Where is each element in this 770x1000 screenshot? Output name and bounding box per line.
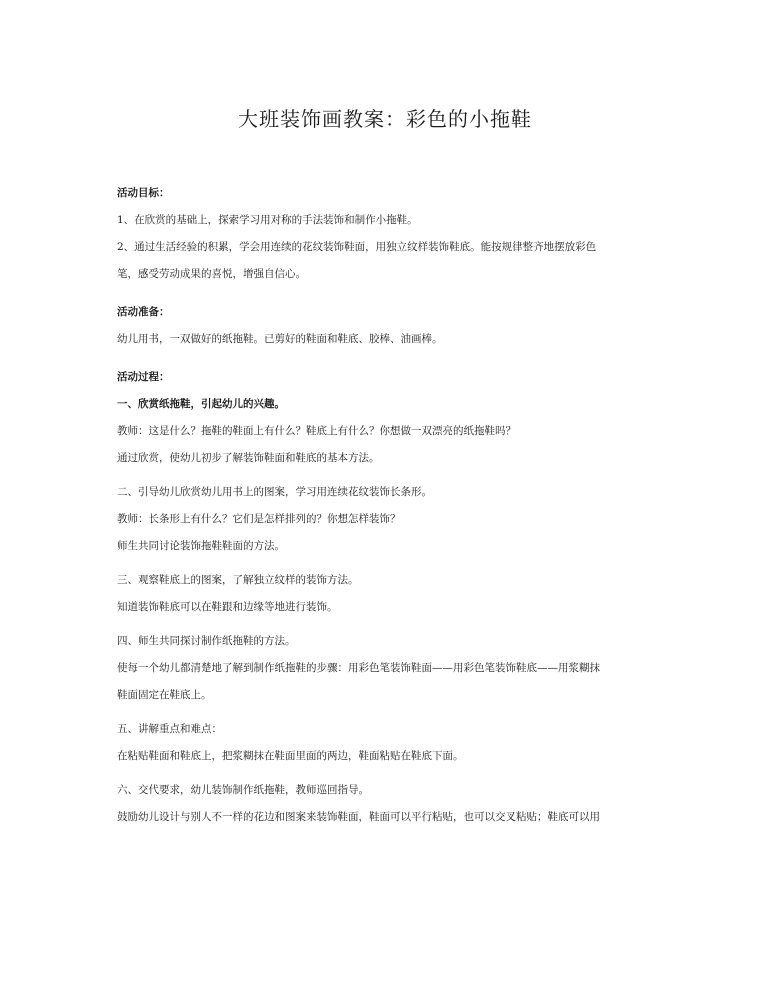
goals-item-2-line-1: 2、通过生活经验的积累，学会用连续的花纹装饰鞋面，用独立纹样装饰鞋底。能按规律整齐地摆放彩色	[117, 241, 597, 253]
spacer	[117, 621, 662, 628]
step-4-line-2: 鞋面固定在鞋底上。	[117, 689, 212, 701]
step-3-line-1: 知道装饰鞋底可以在鞋跟和边缘等地进行装饰。	[117, 601, 338, 613]
prep-heading: 活动准备：	[117, 306, 170, 318]
step-6-title: 六、交代要求，幼儿装饰制作纸拖鞋，教师巡回指导。	[117, 784, 369, 796]
spacer	[117, 472, 662, 479]
spacer	[117, 353, 662, 364]
goals-item-2-line-2: 笔，感受劳动成果的喜悦，增强自信心。	[117, 268, 306, 280]
spacer	[117, 709, 662, 716]
step-2-title: 二、引导幼儿欣赏幼儿用书上的图案，学习用连续花纹装饰长条形。	[117, 486, 432, 498]
document-body	[117, 180, 662, 831]
step-1-title: 一、欣赏纸拖鞋，引起幼儿的兴趣。	[117, 398, 285, 410]
spacer	[117, 560, 662, 567]
step-4-line-1: 使每一个幼儿都清楚地了解到制作纸拖鞋的步骤：用彩色笔装饰鞋面——用彩色笔装饰鞋底——用浆糊抹	[117, 662, 600, 674]
step-2-line-2: 师生共同讨论装饰拖鞋鞋面的方法。	[117, 540, 285, 552]
goals-item-1: 1、在欣赏的基础上，探索学习用对称的手法装饰和制作小拖鞋。	[117, 214, 418, 226]
step-4-title: 四、师生共同探讨制作纸拖鞋的方法。	[117, 635, 296, 647]
step-6-line-1: 鼓励幼儿设计与别人不一样的花边和图案来装饰鞋面，鞋面可以平行粘贴，也可以交叉粘贴；鞋底可以用	[117, 811, 600, 823]
step-1-line-2: 通过欣赏，使幼儿初步了解装饰鞋面和鞋底的基本方法。	[117, 452, 380, 464]
spacer	[117, 288, 662, 299]
step-2-line-1: 教师：长条形上有什么？它们是怎样排列的？你想怎样装饰？	[117, 513, 401, 525]
goals-heading: 活动目标：	[117, 187, 170, 199]
step-5-line-1: 在粘贴鞋面和鞋底上，把浆糊抹在鞋面里面的两边，鞋面粘贴在鞋底下面。	[117, 750, 464, 762]
page-title: 大班装饰画教案：彩色的小拖鞋	[238, 107, 532, 132]
step-1-line-1: 教师：这是什么？拖鞋的鞋面上有什么？鞋底上有什么？你想做一双漂亮的纸拖鞋吗？	[117, 425, 516, 437]
step-3-title: 三、观察鞋底上的图案，了解独立纹样的装饰方法。	[117, 574, 359, 586]
process-heading: 活动过程：	[117, 371, 170, 383]
prep-text: 幼儿用书，一双做好的纸拖鞋。已剪好的鞋面和鞋底、胶棒、油画棒。	[117, 333, 443, 345]
step-5-title: 五、讲解重点和难点：	[117, 723, 222, 735]
spacer	[117, 770, 662, 777]
